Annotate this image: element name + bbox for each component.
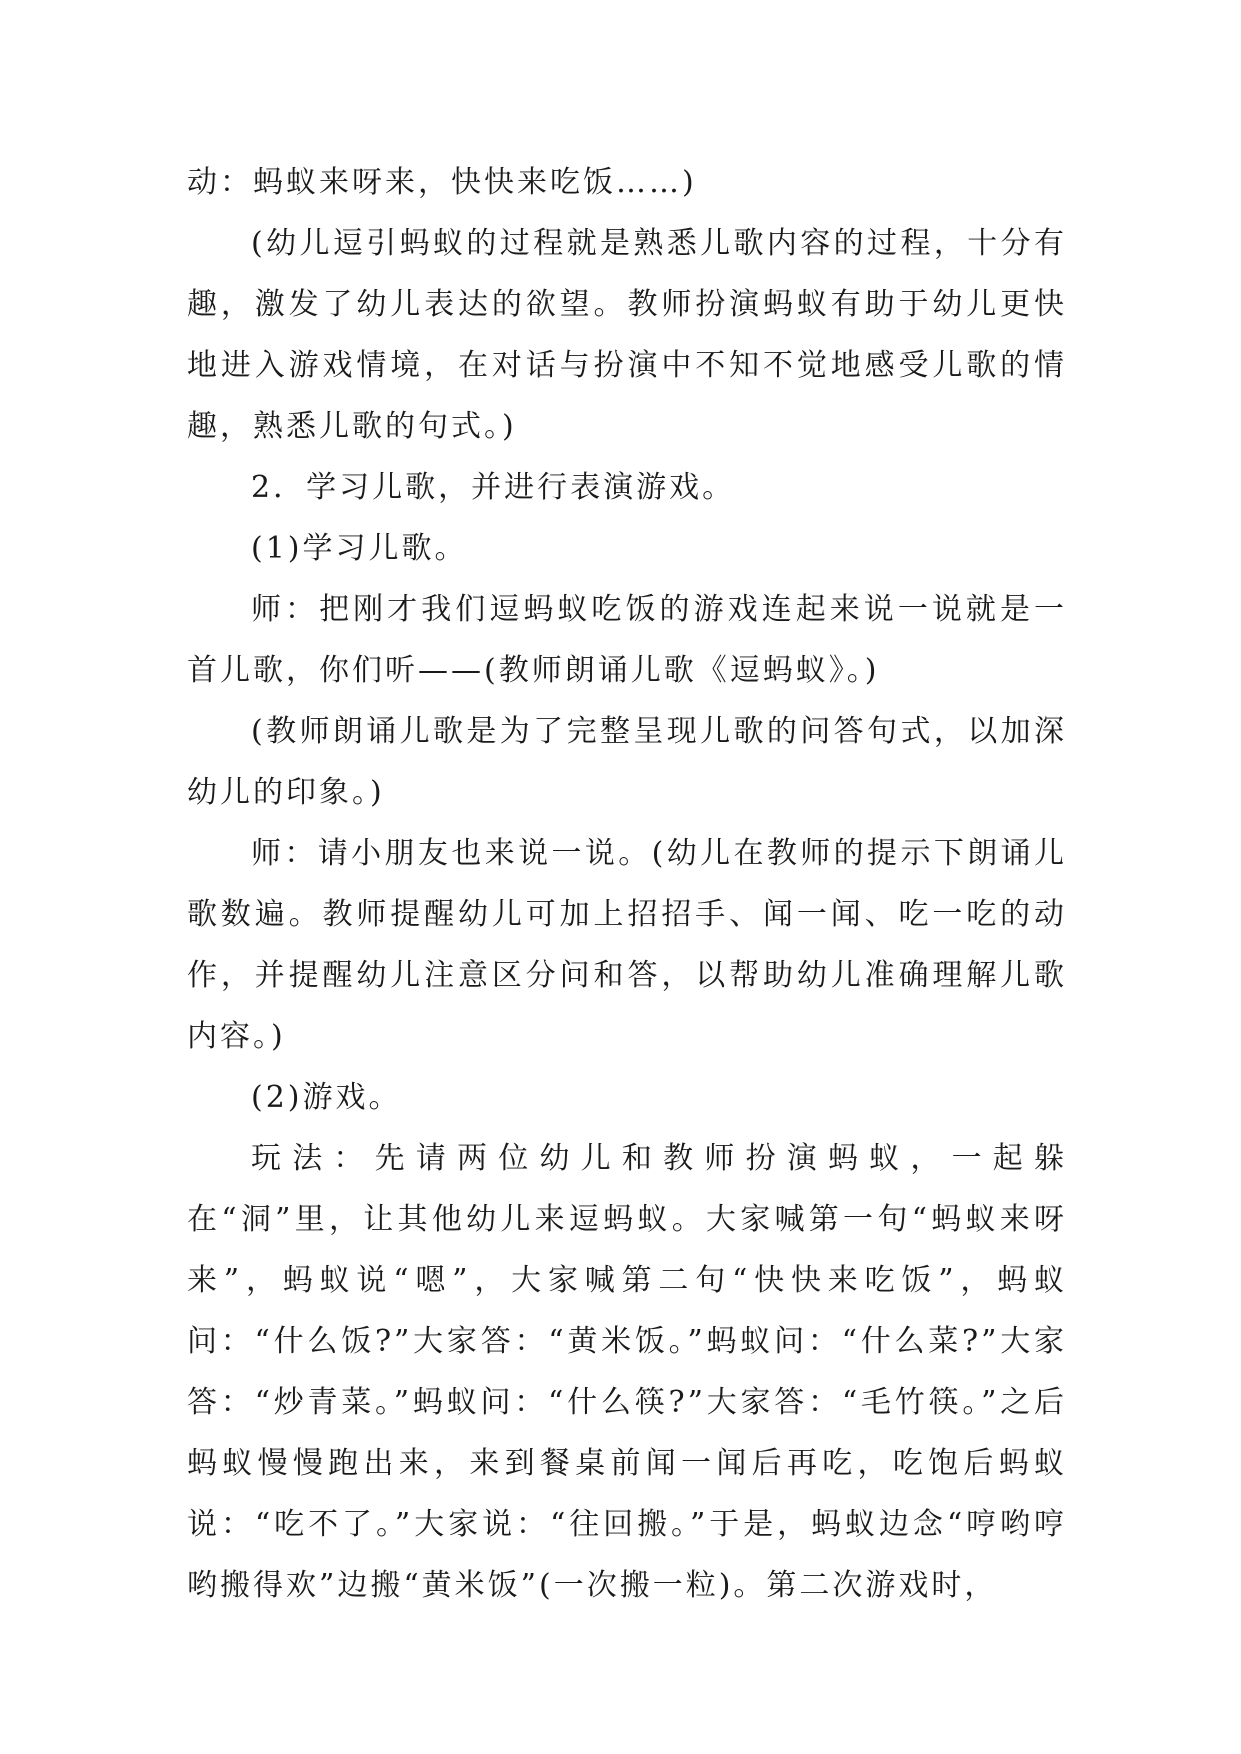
paragraph-commentary-2: (教师朗诵儿歌是为了完整呈现儿歌的问答句式，以加深幼儿的印象。) <box>187 714 1067 810</box>
body-text <box>187 152 1067 1616</box>
subheading-game: (2)游戏。 <box>251 1080 402 1115</box>
paragraph-teacher-recite: 师：把刚才我们逗蚂蚁吃饭的游戏连起来说一说就是一首儿歌，你们听——(教师朗诵儿歌《逗蚂蚁》。) <box>187 592 1067 688</box>
paragraph-game-rules: 玩法：先请两位幼儿和教师扮演蚂蚁，一起躲在“洞”里，让其他幼儿来逗蚂蚁。大家喊第一句“蚂蚁来呀来”，蚂蚁说“嗯”，大家喊第二句“快快来吃饭”，蚂蚁问：“什么饭?”大家答：“黄米饭。”蚂蚁问：“什么菜?”大家答：“炒青菜。”蚂蚁问：“什么筷?”大家答：“毛竹筷。”之后蚂蚁慢慢跑出来，来到餐桌前闻一闻后再吃，吃饱后蚂蚁说：“吃不了。”大家说：“往回搬。”于是，蚂蚁边念“哼哟哼哟搬得欢”边搬“黄米饭”(一次搬一粒)。第二次游戏时， <box>187 1141 1067 1603</box>
paragraph-children-recite: 师：请小朋友也来说一说。(幼儿在教师的提示下朗诵儿歌数遍。教师提醒幼儿可加上招招手、闻一闻、吃一吃的动作，并提醒幼儿注意区分问和答，以帮助幼儿准确理解儿歌内容。) <box>187 836 1067 1054</box>
paragraph-commentary-1: (幼儿逗引蚂蚁的过程就是熟悉儿歌内容的过程，十分有趣，激发了幼儿表达的欲望。教师扮演蚂蚁有助于幼儿更快地进入游戏情境，在对话与扮演中不知不觉地感受儿歌的情趣，熟悉儿歌的句式。) <box>187 226 1067 444</box>
subheading-learn-song: (1)学习儿歌。 <box>251 531 468 566</box>
paragraph-continued: 动：蚂蚁来呀来，快快来吃饭……) <box>187 165 697 200</box>
section-heading-learn-song: 2．学习儿歌，并进行表演游戏。 <box>251 470 736 505</box>
